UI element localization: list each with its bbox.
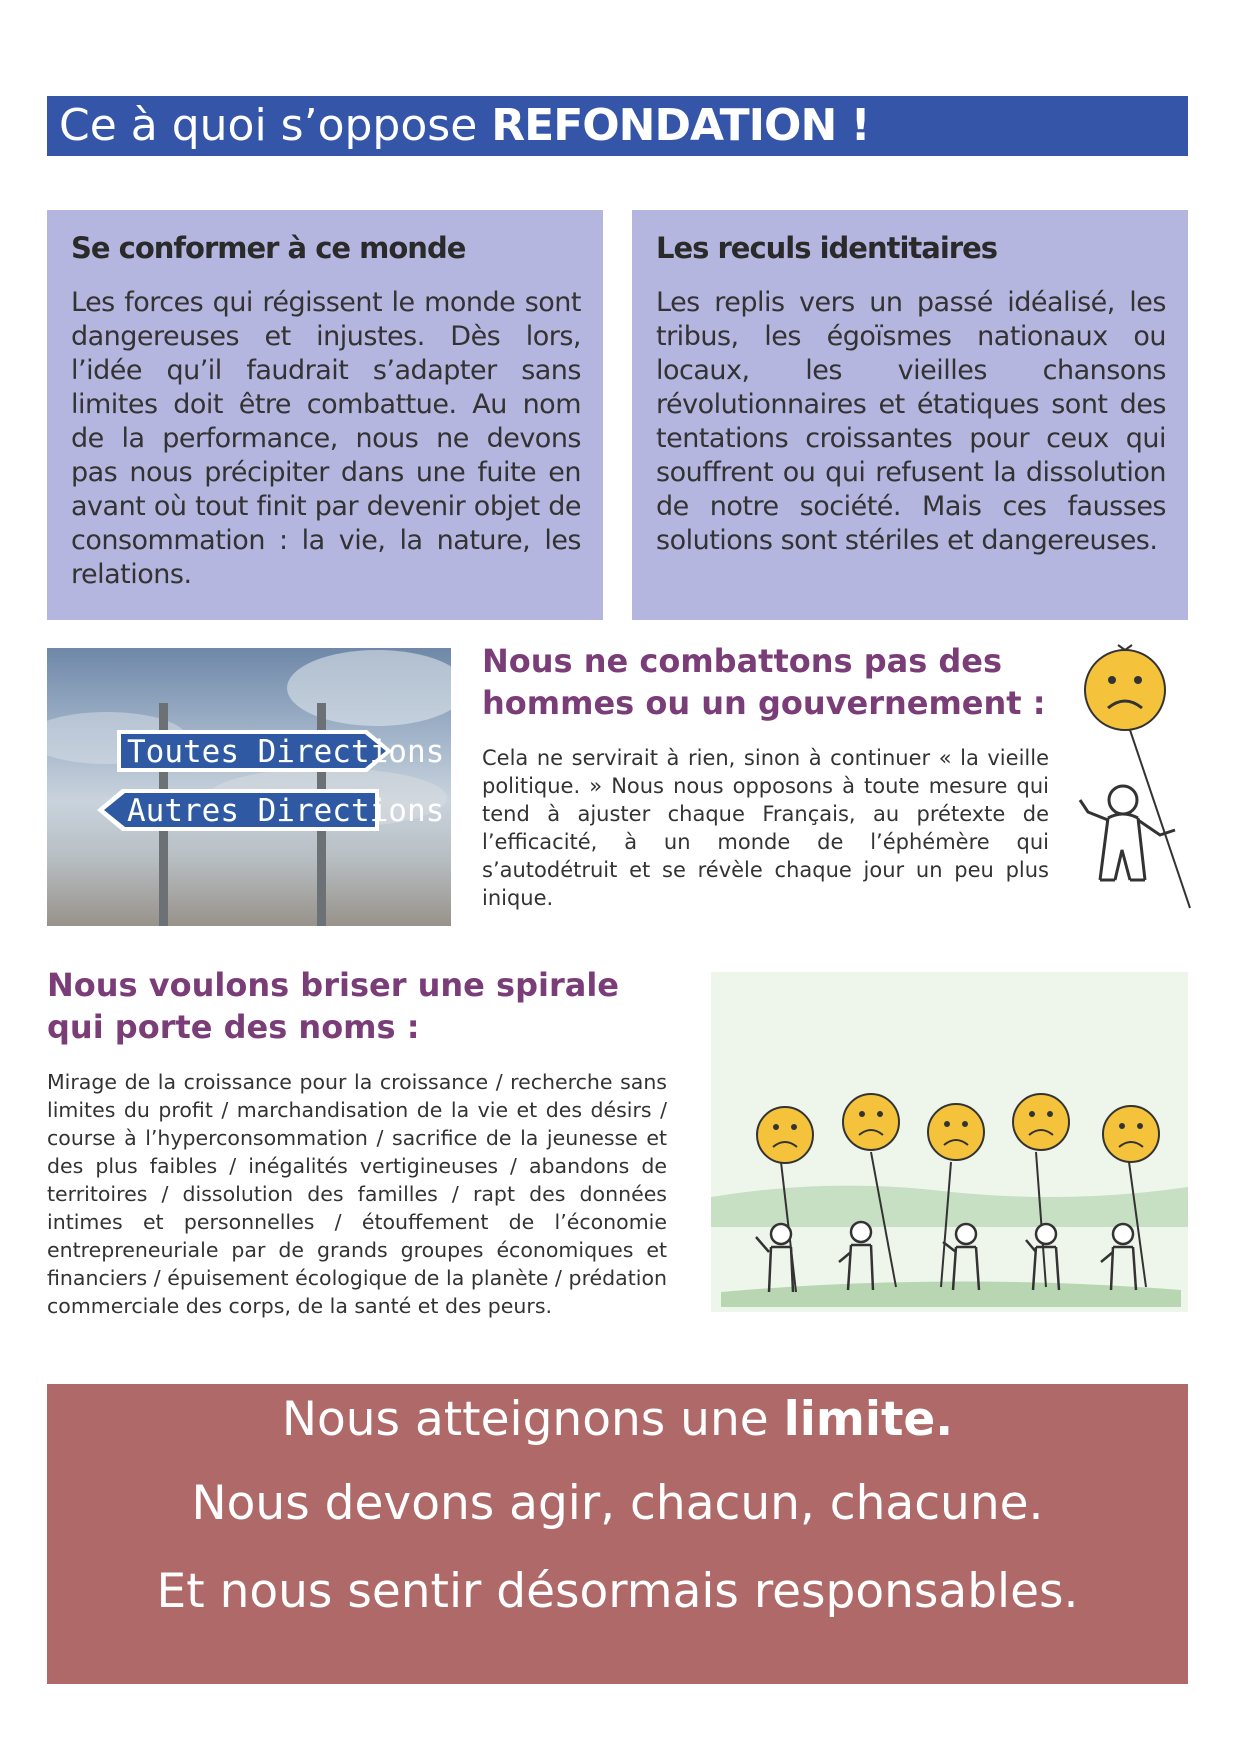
conclusion-line-1: [47, 1392, 1188, 1448]
header-title-strong: REFONDATION !: [491, 100, 870, 151]
box-reculs: [632, 210, 1188, 620]
page-header: [47, 96, 1188, 156]
box-reculs-title: Les reculs identitaires: [656, 231, 998, 265]
hair-icon: [1118, 645, 1132, 650]
spiral-text: Mirage de la croissance pour la croissance / recherche sans limites du profit / marchandisation de la vie et des désirs / course à l’hyperconsommation / sacrifice de la jeunesse et des plus faibles / inégalités vertigineuses / abandons de territoires / dissolution des familles / rapt des données intimes et personnelles / étouffement de l’économie entrepreneuriale par de grands groupes économiques et financiers / épuisement écologique de la planète / prédation commerciale des corps, de la santé et des peurs.: [47, 1070, 667, 1318]
box-conformer-text: Les forces qui régissent le monde sont dangereuses et injustes. Dès lors, l’idée qu’il faudrait s’adapter sans limites doit être combattue. Au nom de la performance, nous ne devons pas nous précipiter dans une fuite en avant où tout finit par devenir objet de consommation : la vie, la nature, les relations.: [71, 287, 581, 590]
sad-crowd-illustration: [711, 972, 1188, 1312]
eye-icon: [1108, 676, 1116, 684]
combat-title: Nous ne combattons pas des hommes ou un gouvernement :: [482, 642, 1046, 722]
conclusion-box: [47, 1384, 1188, 1684]
conclusion-line-1-strong: limite.: [783, 1392, 954, 1447]
conclusion-line-3: Et nous sentir désormais responsables.: [156, 1564, 1079, 1619]
box-conformer: [47, 210, 603, 620]
sad-stick-figure-illustration: [1070, 640, 1200, 910]
sign-toutes-label: Toutes Directions: [127, 734, 445, 770]
conclusion-line-1-prefix: Nous atteignons une: [281, 1392, 769, 1447]
signs-illustration: [47, 648, 451, 926]
spiral-title: Nous voulons briser une spirale qui porte des noms :: [47, 966, 619, 1046]
combat-text: Cela ne servirait à rien, sinon à continuer « la vieille politique. » Nous nous opposons à toute mesure qui tend à ajuster chaque Français, au prétexte de l’efficacité, à un monde de l’éphémère qui s’autodétruit et se révèle chaque jour un peu plus inique.: [482, 746, 1049, 910]
conclusion-line-2: Nous devons agir, chacun, chacune.: [191, 1476, 1044, 1531]
sign-autres-label: Autres Directions: [127, 793, 445, 829]
directions-signs-photo: [47, 648, 451, 926]
figure-head-icon: [1109, 786, 1137, 814]
box-conformer-title: Se conformer à ce monde: [71, 231, 466, 265]
cloud-shape: [287, 650, 451, 726]
header-title-prefix: Ce à quoi s’oppose: [59, 100, 478, 151]
sad-face-icon: [1085, 650, 1165, 730]
figure-body-icon: [1100, 814, 1145, 880]
eye-icon: [1134, 676, 1142, 684]
box-reculs-text: Les replis vers un passé idéalisé, les tribus, les égoïsmes nationaux ou locaux, les vieilles chansons révolutionnaires et étatiques sont des tentations croissantes pour ceux qui souffrent ou qui refusent la dissolution de notre société. Mais ces fausses solutions sont stériles et dangereuses.: [656, 287, 1166, 556]
